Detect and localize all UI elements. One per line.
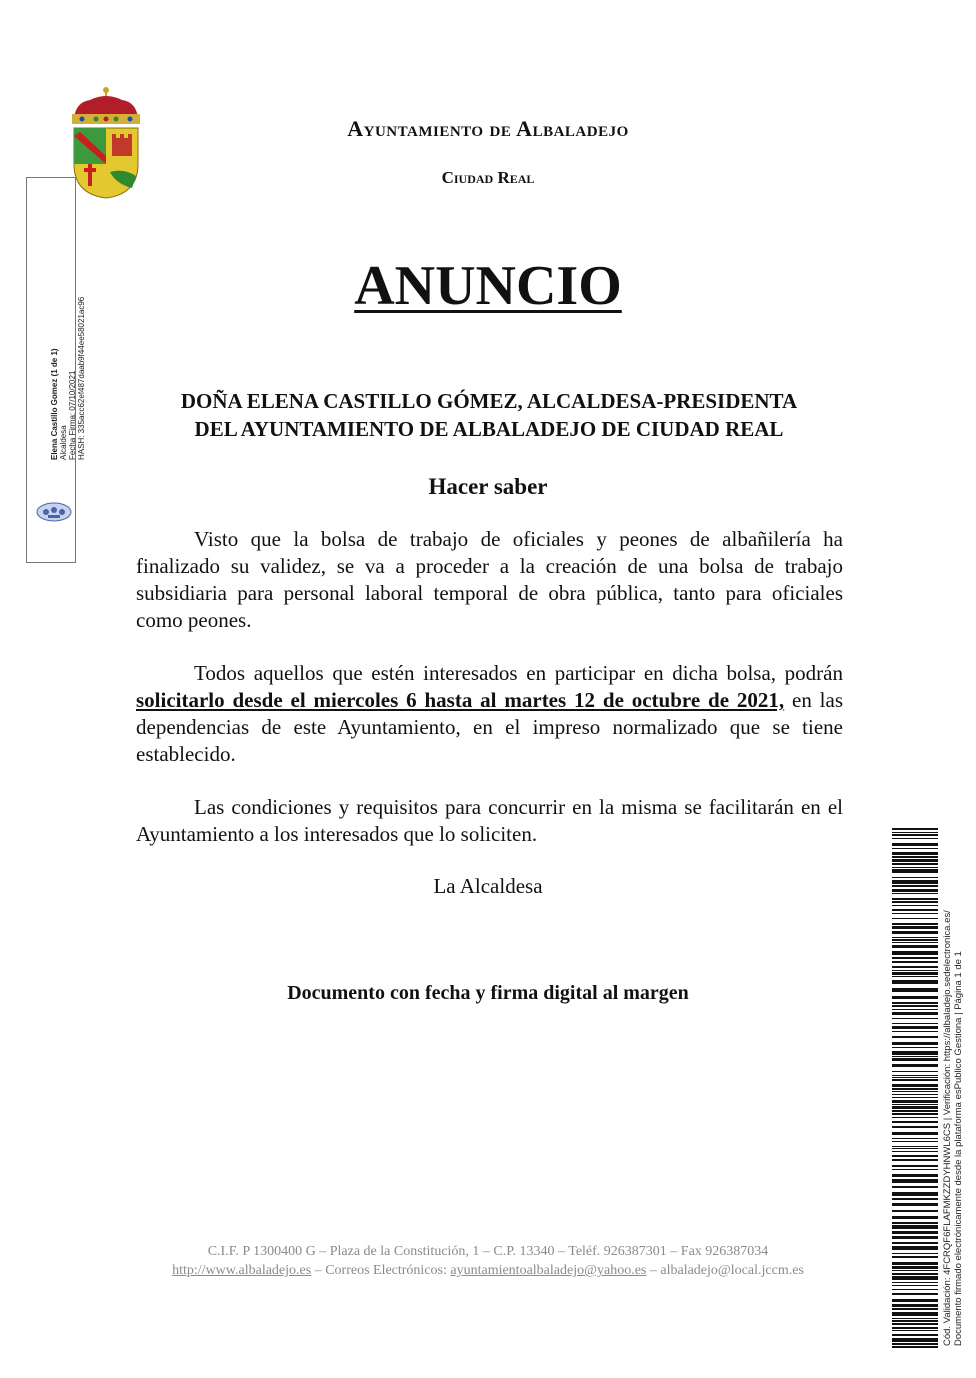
validation-code-line: Cód. Validación: 4FCRQF6FLAFMKZZDYHNWL6CS | Verificación: https://albaladejo.sedelectronica.es/ (942, 910, 953, 1346)
stamp-signer-role: Alcaldesa (59, 425, 68, 460)
signature-stamp-text (50, 297, 86, 460)
stamp-hash: HASH: 335acc62ef487daab9f44ee58021ac96 (77, 296, 86, 460)
author-line-1: DOÑA ELENA CASTILLO GÓMEZ, ALCALDESA-PRESIDENTA (180, 389, 798, 413)
paragraph-2 (136, 660, 843, 768)
email-link[interactable]: ayuntamientoalbaladejo@yahoo.es (450, 1263, 647, 1278)
organization-city: Ciudad Real (441, 168, 535, 187)
stamp-sign-date: Fecha Firma: 07/10/2021 (68, 370, 77, 460)
validation-info (942, 910, 964, 1346)
section-heading: Hacer saber (428, 474, 548, 499)
validation-platform-line: Documento firmado electrónicamente desde la plataforma esPublico Gestiona | Página 1 de 1 (953, 951, 964, 1346)
validation-barcode (892, 828, 938, 1348)
paragraph-1: Visto que la bolsa de trabajo de oficiales y peones de albañilería ha finalizado su validez, se va a proceder a la creación de una bolsa de trabajo subsidiaria para personal laboral temporal de obra pública, tanto para oficiales como peones. (136, 527, 843, 632)
paragraph-2-intro: Todos aquellos que estén interesados en participar en dicha bolsa, podrán (194, 661, 843, 685)
stamp-crest-icon (34, 500, 74, 524)
signature-note: Documento con fecha y firma digital al margen (287, 982, 689, 1004)
footer-links (0, 1263, 976, 1279)
signer-title: La Alcaldesa (433, 874, 543, 898)
author-line-2: DEL AYUNTAMIENTO DE ALBALADEJO DE CIUDAD REAL (194, 417, 784, 441)
footer-separator-2: – albaladejo@local.jccm.es (646, 1263, 804, 1278)
document-title: ANUNCIO (354, 255, 622, 317)
footer-contact: C.I.F. P 1300400 G – Plaza de la Constitución, 1 – C.P. 13340 – Teléf. 926387301 – Fax 926387034 (207, 1244, 769, 1259)
website-link[interactable]: http://www.albaladejo.es (172, 1263, 312, 1278)
stamp-signer-name: Elena Castillo Gomez (1 de 1) (50, 348, 59, 460)
paragraph-2-highlight: solicitarlo desde el miercoles 6 hasta al martes 12 de octubre de 2021, (136, 688, 785, 712)
author-block (130, 387, 848, 443)
paragraph-2-rest: en las dependencias de este Ayuntamiento, en el impreso normalizado que se tiene establecido. (136, 688, 843, 766)
footer-separator-1: – Correos Electrónicos: (311, 1263, 451, 1278)
organization-name: Ayuntamiento de Albaladejo (347, 116, 629, 141)
paragraph-3: Las condiciones y requisitos para concurrir en la misma se facilitarán en el Ayuntamiento a los interesados que lo soliciten. (136, 795, 843, 846)
